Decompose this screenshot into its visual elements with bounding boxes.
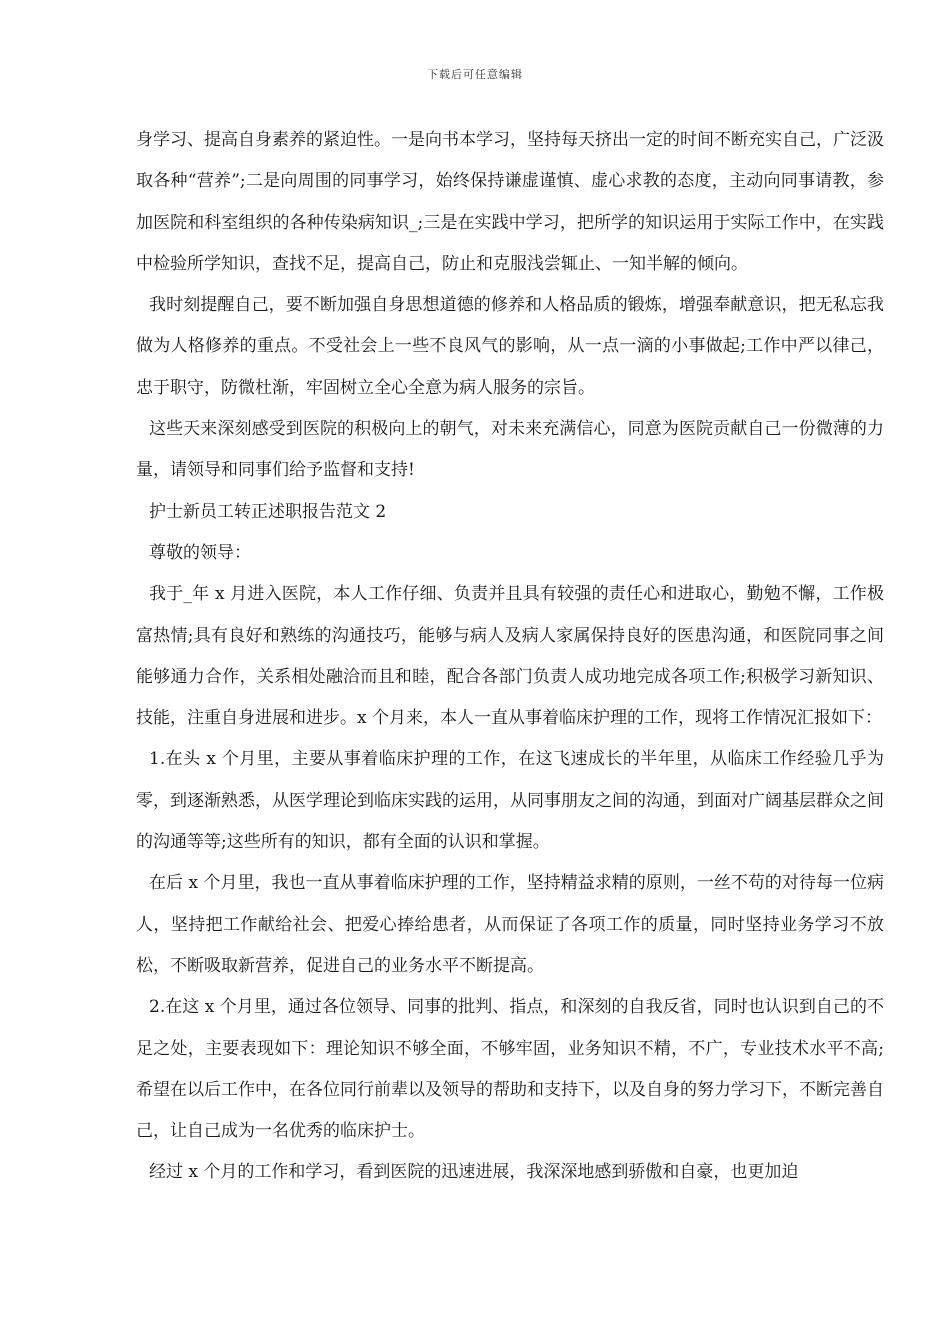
paragraph-later-months: 在后 x 个月里，我也一直从事着临床护理的工作，坚持精益求精的原则，一丝不苟的对待每一位病人，坚持把工作献给社会、把爱心捧给患者，从而保证了各项工作的质量，同时坚持业务学习不放松，不断吸取新营养，促进自己的业务水平不断提高。	[136, 873, 884, 976]
paragraph-introduction: 我于_年 x 月进入医院，本人工作仔细、负责并且具有较强的责任心和进取心，勤勉不懈，工作极富热情;具有良好和熟练的沟通技巧，能够与病人及病人家属保持良好的医患沟通，和医院同事之间能够通力合作，关系相处融洽而且和睦，配合各部门负责人成功地完成各项工作;积极学习新知识、技能，注重自身进展和进步。x 个月来，本人一直从事着临床护理的工作，现将工作情况汇报如下：	[136, 584, 884, 729]
document-body	[136, 120, 884, 1194]
paragraph-shortcomings: 2.在这 x 个月里，通过各位领导、同事的批判、指点，和深刻的自我反省，同时也认识到自己的不足之处，主要表现如下：理论知识不够全面，不够牢固，业务知识不精，不广，专业技术水平不高;希望在以后工作中，在各位同行前辈以及领导的帮助和支持下，以及自身的努力学习下，不断完善自己，让自己成为一名优秀的临床护士。	[136, 997, 884, 1142]
paragraph-confidence: 这些天来深刻感受到医院的积极向上的朝气，对未来充满信心，同意为医院贡献自己一份微薄的力量，请领导和同事们给予监督和支持!	[136, 419, 884, 481]
paragraph-self-study: 身学习、提高自身素养的紧迫性。一是向书本学习，坚持每天挤出一定的时间不断充实自己，广泛汲取各种“营养”;二是向周围的同事学习，始终保持谦虚谨慎、虚心求教的态度，主动向同事请教，参加医院和科室组织的各种传染病知识_;三是在实践中学习，把所学的知识运用于实际工作中，在实践中检验所学知识，查找不足，提高自己，防止和克服浅尝辄止、一知半解的倾向。	[136, 130, 884, 274]
salutation: 尊敬的领导：	[149, 542, 251, 563]
section-title: 护士新员工转正述职报告范文 2	[149, 501, 387, 522]
paragraph-closing-partial: 经过 x 个月的工作和学习，看到医院的迅速进展，我深深地感到骄傲和自豪，也更加迫	[149, 1162, 799, 1183]
paragraph-moral-cultivation: 我时刻提醒自己，要不断加强自身思想道德的修养和人格品质的锻炼，增强奉献意识，把无私忘我做为人格修养的重点。不受社会上一些不良风气的影响，从一点一滴的小事做起;工作中严以律己，忠于职守，防微杜渐，牢固树立全心全意为病人服务的宗旨。	[136, 295, 884, 398]
paragraph-first-months: 1.在头 x 个月里，主要从事着临床护理的工作，在这飞速成长的半年里，从临床工作经验几乎为零，到逐渐熟悉，从医学理论到临床实践的运用，从同事朋友之间的沟通，到面对广阔基层群众之间的沟通等等;这些所有的知识，都有全面的认识和掌握。	[136, 749, 884, 853]
page-header: 下载后可任意编辑	[427, 68, 523, 81]
